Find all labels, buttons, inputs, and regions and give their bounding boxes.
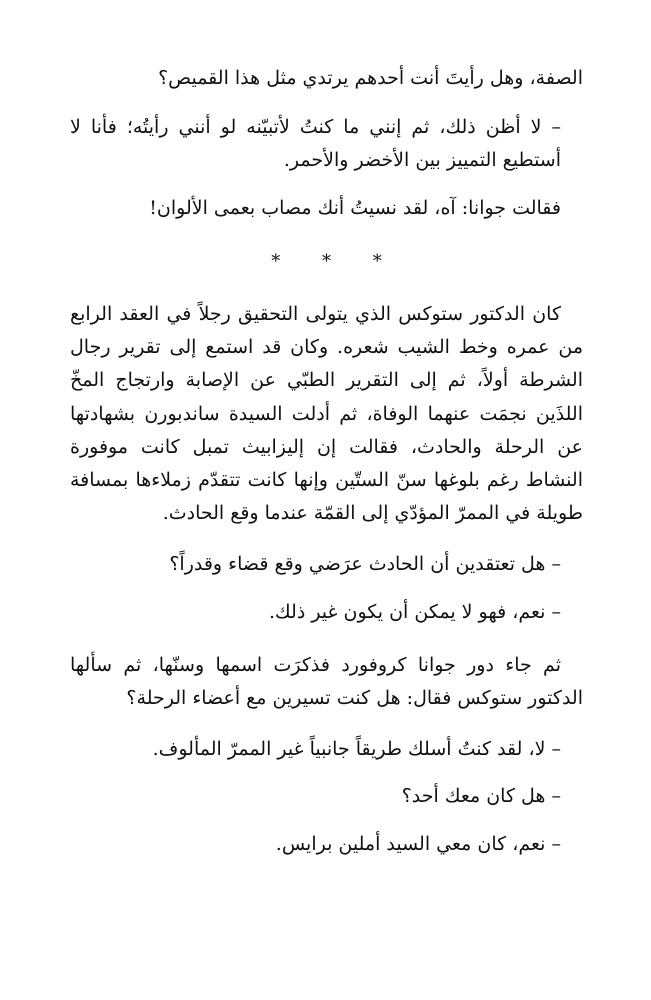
- dialogue-line: – نعم، كان معي السيد أملين برايس.: [275, 832, 561, 855]
- paragraph-continuation: الصفة، وهل رأيتَ أنت أحدهم يرتدي مثل هذا القميص؟: [158, 67, 583, 89]
- dialogue-line: – هل كان معك أحد؟: [401, 785, 561, 808]
- dialogue-line: – نعم، فهو لا يمكن أن يكون غير ذلك.: [268, 600, 561, 623]
- dialogue-line: – هل تعتقدين أن الحادث عرَضي وقع قضاء وقدراً؟: [169, 553, 561, 576]
- paragraph-joanna-remark: فقالت جوانا: آه، لقد نسيتُ أنك مصاب بعمى الألوان!: [149, 196, 561, 219]
- dialogue-line: – لا أظن ذلك، ثم إنني ما كنتُ لأتبيّنه لو أنني رأيتُه؛ فأنا لا أستطيع التمييز بين الأخضر والأحمر.: [70, 116, 561, 172]
- section-separator: * * *: [271, 250, 400, 272]
- paragraph-inquest: كان الدكتور ستوكس الذي يتولى التحقيق رجلاً في العقد الرابع من عمره وخط الشيب شعره. وكان قد استمع إلى تقرير رجال الشرطة أولاً، ثم إلى التقرير الطبّي عن الإصابة وارتجاج المخّ اللذَين نجمَت عنهما الوفاة، ثم أدلت السيدة ساندبورن بشهادتها عن الرحلة والحادث، فقالت إن إليزابيث تمبل كانت موفورة النشاط رغم بلوغها سنّ الستّين وإنها كانت تتقدّم زملاءها بمسافة طويلة في الممرّ المؤدّي إلى القمّة عندما وقع الحادث.: [70, 303, 583, 525]
- dialogue-line: – لا، لقد كنتُ أسلك طريقاً جانبياً غير الممرّ المألوف.: [152, 738, 561, 761]
- paragraph-joanna-testimony: ثم جاء دور جوانا كروفورد فذكرَت اسمها وسنّها، ثم سألها الدكتور ستوكس فقال: هل كنت تسيرين مع أعضاء الرحلة؟: [70, 653, 583, 710]
